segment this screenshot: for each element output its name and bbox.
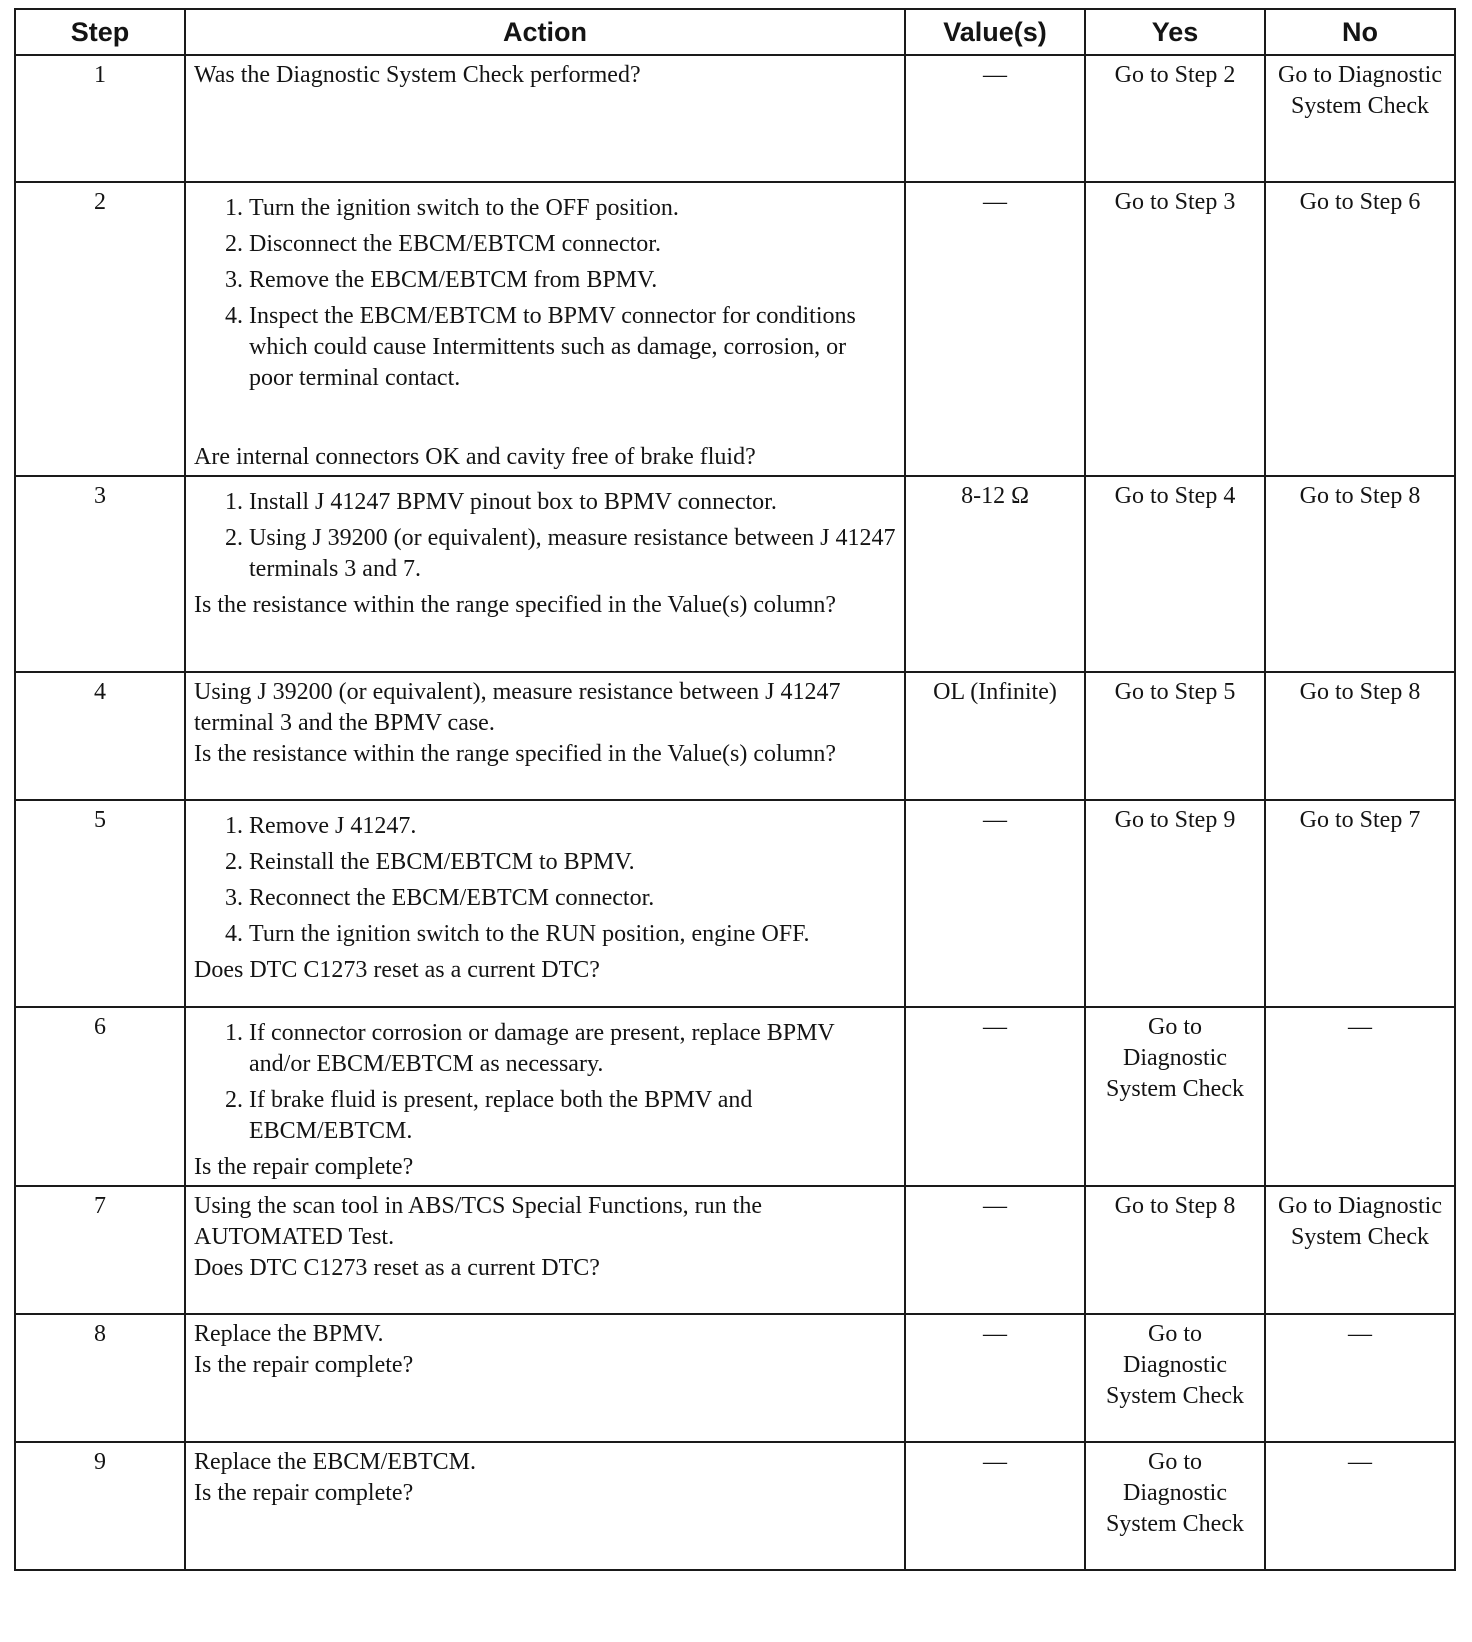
- action-cell: [185, 1314, 905, 1442]
- action-step-item: 4. Turn the ignition switch to the RUN position, engine OFF.: [249, 919, 896, 950]
- action-steps-list: [194, 811, 896, 950]
- value-cell: —: [905, 55, 1085, 182]
- no-cell: —: [1265, 1442, 1455, 1570]
- table-row: [15, 1007, 1455, 1186]
- value-cell: —: [905, 1186, 1085, 1314]
- table-row: [15, 1186, 1455, 1314]
- yes-cell: Go to Step 2: [1085, 55, 1265, 182]
- no-cell: Go to Diagnostic System Check: [1265, 55, 1455, 182]
- action-question: Is the resistance within the range specified in the Value(s) column?: [194, 592, 837, 618]
- step-number: 7: [15, 1186, 185, 1314]
- action-cell: [185, 476, 905, 672]
- value-cell: OL (Infinite): [905, 672, 1085, 800]
- header-action: Action: [185, 9, 905, 55]
- action-step-item: 2. Disconnect the EBCM/EBTCM connector.: [249, 229, 896, 260]
- action-steps-list: [194, 193, 896, 394]
- table-row: [15, 182, 1455, 476]
- step-number: 8: [15, 1314, 185, 1442]
- no-cell: Go to Diagnostic System Check: [1265, 1186, 1455, 1314]
- value-cell: —: [905, 182, 1085, 476]
- header-no: No: [1265, 9, 1455, 55]
- step-number: 4: [15, 672, 185, 800]
- step-number: 2: [15, 182, 185, 476]
- action-cell: [185, 1186, 905, 1314]
- diagnostic-table: [14, 8, 1456, 1571]
- yes-cell: Go to Step 9: [1085, 800, 1265, 1007]
- table-row: [15, 672, 1455, 800]
- table-header-row: [15, 9, 1455, 55]
- step-number: 9: [15, 1442, 185, 1570]
- action-step-item: 2. Using J 39200 (or equivalent), measure resistance between J 41247 terminals 3 and 7.: [249, 523, 896, 585]
- yes-cell: Go to Step 8: [1085, 1186, 1265, 1314]
- action-step-item: 1. Turn the ignition switch to the OFF position.: [249, 193, 896, 224]
- table-row: [15, 800, 1455, 1007]
- yes-cell: Go to Diagnostic System Check: [1085, 1007, 1265, 1186]
- no-cell: —: [1265, 1314, 1455, 1442]
- step-number: 1: [15, 55, 185, 182]
- action-question: Are internal connectors OK and cavity free of brake fluid?: [194, 444, 756, 470]
- table-row: [15, 1442, 1455, 1570]
- table-row: [15, 55, 1455, 182]
- no-cell: —: [1265, 1007, 1455, 1186]
- action-cell: [185, 55, 905, 182]
- action-step-item: 3. Reconnect the EBCM/EBTCM connector.: [249, 883, 896, 914]
- action-instruction: Using the scan tool in ABS/TCS Special Functions, run the AUTOMATED Test.: [194, 1193, 762, 1250]
- no-cell: Go to Step 7: [1265, 800, 1455, 1007]
- step-number: 6: [15, 1007, 185, 1186]
- action-step-item: 2. If brake fluid is present, replace both the BPMV and EBCM/EBTCM.: [249, 1085, 896, 1147]
- table-row: [15, 476, 1455, 672]
- action-step-item: 2. Reinstall the EBCM/EBTCM to BPMV.: [249, 847, 896, 878]
- action-steps-list: [194, 487, 896, 585]
- yes-cell: Go to Step 5: [1085, 672, 1265, 800]
- header-step: Step: [15, 9, 185, 55]
- no-cell: Go to Step 8: [1265, 476, 1455, 672]
- yes-cell: Go to Diagnostic System Check: [1085, 1442, 1265, 1570]
- value-cell: —: [905, 1314, 1085, 1442]
- table-row: [15, 1314, 1455, 1442]
- action-instruction: Replace the EBCM/EBTCM.: [194, 1449, 476, 1475]
- action-cell: [185, 1007, 905, 1186]
- header-yes: Yes: [1085, 9, 1265, 55]
- action-question: Is the repair complete?: [194, 1352, 414, 1378]
- yes-cell: Go to Step 4: [1085, 476, 1265, 672]
- value-cell: 8-12 Ω: [905, 476, 1085, 672]
- value-cell: —: [905, 800, 1085, 1007]
- action-cell: [185, 800, 905, 1007]
- no-cell: Go to Step 8: [1265, 672, 1455, 800]
- step-number: 3: [15, 476, 185, 672]
- action-question: Does DTC C1273 reset as a current DTC?: [194, 1255, 600, 1281]
- yes-cell: Go to Diagnostic System Check: [1085, 1314, 1265, 1442]
- action-steps-list: [194, 1018, 896, 1147]
- no-cell: Go to Step 6: [1265, 182, 1455, 476]
- action-cell: [185, 672, 905, 800]
- action-step-item: 1. Remove J 41247.: [249, 811, 896, 842]
- action-step-item: 1. Install J 41247 BPMV pinout box to BPMV connector.: [249, 487, 896, 518]
- action-step-item: 3. Remove the EBCM/EBTCM from BPMV.: [249, 265, 896, 296]
- action-cell: [185, 1442, 905, 1570]
- action-step-item: 1. If connector corrosion or damage are present, replace BPMV and/or EBCM/EBTCM as necessary.: [249, 1018, 896, 1080]
- action-question: Does DTC C1273 reset as a current DTC?: [194, 957, 600, 983]
- action-instruction: Using J 39200 (or equivalent), measure resistance between J 41247 terminal 3 and the BPMV case.: [194, 679, 841, 736]
- action-step-item: 4. Inspect the EBCM/EBTCM to BPMV connector for conditions which could cause Intermittents such as damage, corrosion, or poor terminal contact.: [249, 301, 896, 394]
- action-question: Is the resistance within the range specified in the Value(s) column?: [194, 741, 837, 767]
- action-cell: [185, 182, 905, 476]
- action-question: Is the repair complete?: [194, 1154, 414, 1180]
- header-values: Value(s): [905, 9, 1085, 55]
- diagnostic-table-page: [14, 8, 1454, 1571]
- action-instruction: Replace the BPMV.: [194, 1321, 384, 1347]
- value-cell: —: [905, 1007, 1085, 1186]
- action-question: Is the repair complete?: [194, 1480, 414, 1506]
- step-number: 5: [15, 800, 185, 1007]
- yes-cell: Go to Step 3: [1085, 182, 1265, 476]
- action-question: Was the Diagnostic System Check performed?: [194, 62, 641, 88]
- value-cell: —: [905, 1442, 1085, 1570]
